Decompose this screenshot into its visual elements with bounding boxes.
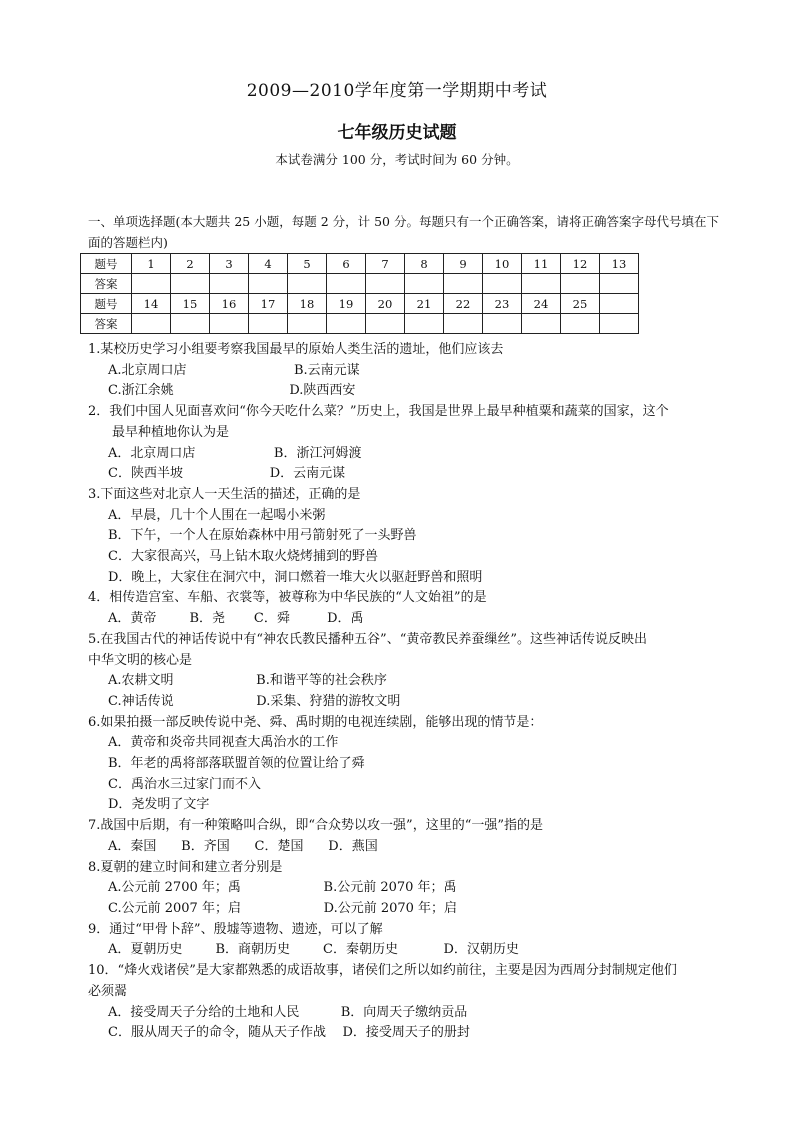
answer-table: [80, 253, 639, 334]
question-stem: 4．相传造宫室、车船、衣裳等，被尊称为中华民族的“人文始祖”的是: [88, 590, 487, 606]
option-line: C.浙江余姚 D.陕西西安: [108, 383, 356, 399]
answer-cell[interactable]: [132, 314, 171, 334]
answer-cell[interactable]: [249, 274, 288, 294]
answer-cell[interactable]: [522, 314, 561, 334]
question-number-cell: 24: [522, 294, 561, 314]
answer-cell[interactable]: [132, 274, 171, 294]
question-stem: 2．我们中国人见面喜欢问“你今天吃什么菜？”历史上，我国是世界上最早种植粟和蔬菜的国家，这个: [88, 404, 669, 420]
answer-cell[interactable]: [522, 274, 561, 294]
question-number-cell: 17: [249, 294, 288, 314]
question-number-cell: 15: [171, 294, 210, 314]
option-line: A.农耕文明 B.和谐平等的社会秩序: [108, 673, 387, 689]
table-row: [81, 274, 639, 294]
question-number-cell: 9: [444, 254, 483, 274]
question-number-cell: 12: [561, 254, 600, 274]
question-number-cell: 16: [210, 294, 249, 314]
option-line: C．服从周天子的命令，随从天子作战 D．接受周天子的册封: [108, 1025, 470, 1041]
question-number-cell: 18: [288, 294, 327, 314]
answer-cell[interactable]: [249, 314, 288, 334]
exam-subject-title: 七年级历史试题: [337, 123, 457, 143]
answer-cell[interactable]: [171, 274, 210, 294]
question-number-cell: 14: [132, 294, 171, 314]
option-line: A．北京周口店 B．浙江河姆渡: [108, 445, 362, 461]
question-number-cell: 4: [249, 254, 288, 274]
answer-cell[interactable]: [327, 274, 366, 294]
answer-cell[interactable]: [366, 314, 405, 334]
answer-cell[interactable]: [405, 274, 444, 294]
option-line: A．黄帝 B．尧 C．舜 D．禹: [108, 611, 364, 627]
question-number-cell: 11: [522, 254, 561, 274]
answer-cell[interactable]: [561, 274, 600, 294]
question-stem: 8.夏朝的建立时间和建立者分别是: [88, 859, 283, 875]
question-number-cell: [600, 294, 639, 314]
answer-cell[interactable]: [444, 314, 483, 334]
question-stem: 5.在我国古代的神话传说中有“神农氏教民播种五谷”、“黄帝教民养蚕缫丝”。这些神话传说反映出: [88, 631, 647, 647]
question-stem: 1.某校历史学习小组要考察我国最早的原始人类生活的遗址，他们应该去: [88, 342, 504, 357]
table-row-label: 题号: [81, 254, 132, 274]
question-number-cell: 19: [327, 294, 366, 314]
section-instruction: 一、单项选择题(本大题共 25 小题，每题 2 分，计 50 分。每题只有一个正确答案，请将正确答案字母代号填在下面的答题栏内): [88, 214, 719, 250]
question-stem: 7.战国中后期，有一种策略叫合纵，即“合众势以攻一强”，这里的“一强”指的是: [88, 818, 543, 834]
question-number-cell: 21: [405, 294, 444, 314]
option-line: A.北京周口店 B.云南元谋: [108, 362, 360, 378]
table-row: [81, 294, 639, 314]
table-row-label: 题号: [81, 294, 132, 314]
table-row: [81, 314, 639, 334]
answer-cell[interactable]: [210, 274, 249, 294]
answer-cell[interactable]: [288, 314, 327, 334]
question-number-cell: 3: [210, 254, 249, 274]
question-stem-continuation: 中华文明的核心是: [88, 652, 193, 668]
question-list: [88, 340, 728, 1044]
option-line: D．晚上，大家住在洞穴中，洞口燃着一堆大火以驱赶野兽和照明: [108, 569, 483, 585]
question-number-cell: 25: [561, 294, 600, 314]
answer-cell[interactable]: [444, 274, 483, 294]
answer-cell[interactable]: [171, 314, 210, 334]
question-stem: 3.下面这些对北京人一天生活的描述，正确的是: [88, 486, 361, 502]
answer-cell[interactable]: [327, 314, 366, 334]
exam-title: 2009—2010学年度第一学期期中考试: [246, 81, 548, 101]
question-stem: 9．通过“甲骨卜辞”、殷墟等遗物、遗迹，可以了解: [88, 921, 383, 937]
question-number-cell: 7: [366, 254, 405, 274]
question-number-cell: 22: [444, 294, 483, 314]
option-line: A．黄帝和炎帝共同视查大禹治水的工作: [108, 735, 339, 751]
question-number-cell: 10: [483, 254, 522, 274]
option-line: D．尧发明了文字: [108, 797, 210, 813]
question-stem: 6.如果拍摄一部反映传说中尧、舜、禹时期的电视连续剧，能够出现的情节是：: [88, 714, 543, 730]
option-line: B．下午，一个人在原始森林中用弓箭射死了一头野兽: [108, 528, 417, 544]
answer-cell[interactable]: [600, 314, 639, 334]
option-line: A．早晨，几十个人围在一起喝小米粥: [108, 507, 326, 523]
answer-cell[interactable]: [210, 314, 249, 334]
answer-cell[interactable]: [288, 274, 327, 294]
option-line: C.神话传说 D.采集、狩猎的游牧文明: [108, 693, 401, 709]
question-stem-continuation: 最早种植地你认为是: [112, 424, 230, 440]
question-number-cell: 5: [288, 254, 327, 274]
answer-cell[interactable]: [483, 274, 522, 294]
question-number-cell: 13: [600, 254, 639, 274]
option-line: A．夏朝历史 B．商朝历史 C．秦朝历史 D．汉朝历史: [108, 942, 519, 958]
option-line: C．陕西半坡 D．云南元谋: [108, 466, 346, 482]
question-number-cell: 23: [483, 294, 522, 314]
question-number-cell: 8: [405, 254, 444, 274]
question-number-cell: 20: [366, 294, 405, 314]
option-line: C．大家很高兴，马上钻木取火烧烤捕到的野兽: [108, 549, 378, 565]
answer-cell[interactable]: [405, 314, 444, 334]
answer-cell[interactable]: [366, 274, 405, 294]
option-line: A．秦国 B．齐国 C．楚国 D．燕国: [108, 838, 378, 854]
exam-note: 本试卷满分 100 分，考试时间为 60 分钟。: [275, 152, 519, 167]
question-number-cell: 2: [171, 254, 210, 274]
table-row: [81, 254, 639, 274]
option-line: C．禹治水三过家门而不入: [108, 776, 261, 792]
table-row-label: 答案: [81, 274, 132, 294]
question-number-cell: 6: [327, 254, 366, 274]
option-line: B．年老的禹将部落联盟首领的位置让给了舜: [108, 756, 365, 772]
answer-cell[interactable]: [561, 314, 600, 334]
question-stem-continuation: 必须翯: [88, 983, 128, 999]
option-line: A．接受周天子分给的土地和人民 B．向周天子缴纳贡品: [108, 1004, 468, 1020]
answer-cell[interactable]: [600, 274, 639, 294]
table-row-label: 答案: [81, 314, 132, 334]
answer-cell[interactable]: [483, 314, 522, 334]
question-number-cell: 1: [132, 254, 171, 274]
option-line: C.公元前 2007 年；启 D.公元前 2070 年；启: [108, 900, 458, 916]
option-line: A.公元前 2700 年；禹 B.公元前 2070 年；禹: [108, 880, 457, 896]
question-stem: 10．“烽火戏诸侯”是大家都熟悉的成语故事，诸侯们之所以如约前往，主要是因为西周分封制规定他们: [88, 963, 677, 979]
